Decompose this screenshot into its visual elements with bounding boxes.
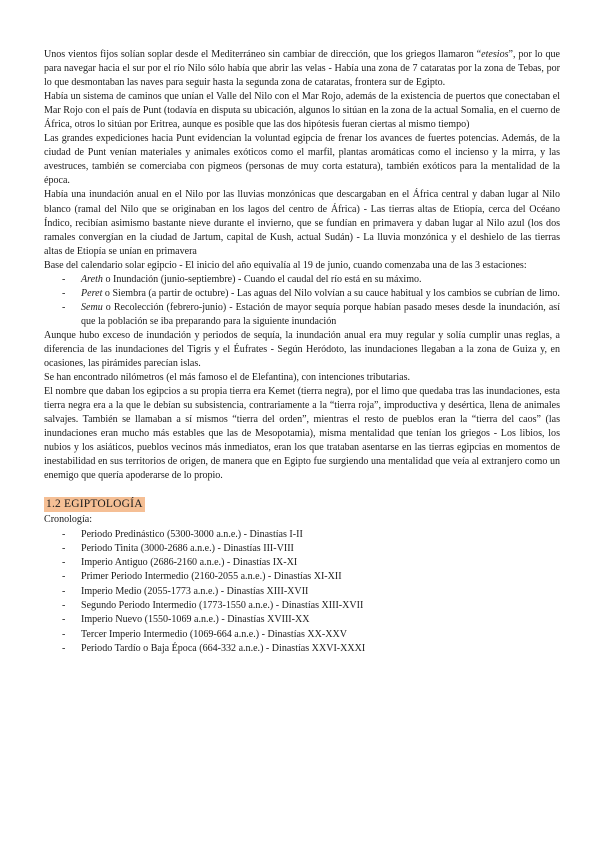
paragraph-calendario: Base del calendario solar egipcio - El inicio del año equivalía al 19 de junio, cuando comenzaba una de las 3 estaciones:	[44, 259, 527, 271]
paragraph-inundacion: Había una inundación anual en el Nilo por las lluvias monzónicas que descargaban en el África central y daban lugar al Nilo blanco (ramal del Nilo que se originaban en los lagos del centro de África) - Las tierras altas de Etiopía, cerca del Océano Índico, recibían asimismo bastante nieve durante el invierno, que se fundían en primavera y daban lugar al Nilo azul (los dos ramales convergían en la ciudad de Jartum, capital de Kush, actual Sudán) - La lluvia monzónica y el deshielo de las tierras altas de Etiopía se unían en primavera	[44, 189, 560, 257]
paragraph-caminos: Había un sistema de caminos que unían el Valle del Nilo con el Mar Rojo, además de la existencia de puertos que conectaban el Mar Rojo con el país de Punt (todavía en disputa su ubicación, algunos lo sitúan en la zona de la actual Somalia, en el cuerno de África, otros lo sitúan por Eritrea, aunque es posible que las dos hipótesis fueran ciertas al mismo tiempo)	[44, 91, 560, 131]
text-span: ”, por lo que para navegar hacia el sur por el río Nilo sólo había que abrir las velas - Había una zona de 7 cataratas por la zona de Tebas, por lo que desmontaban las naves para seguir hasta la segunda zona de cataratas, frontera sur de Egipto.	[44, 49, 560, 89]
season-text: o Recolección (febrero-junio) - Estación de mayor sequía porque habían pasado meses desde la inundación, así que la población se iba preparando para la siguiente inundación	[81, 301, 560, 327]
season-name: Peret	[81, 287, 103, 299]
list-item: - Periodo Tardío o Baja Época (664-332 a.n.e.) - Dinastías XXVI-XXXI	[44, 642, 560, 656]
list-item-semu	[44, 301, 560, 329]
list-item: - Periodo Predinástico (5300-3000 a.n.e.) - Dinastías I-II	[44, 528, 560, 542]
season-text: o Inundación (junio-septiembre) - Cuando el caudal del río está en su máximo.	[102, 273, 422, 285]
list-item-areth	[44, 273, 560, 287]
section-heading: 1.2 EGIPTOLOGÍA	[46, 498, 143, 511]
chronology-label: Cronología:	[44, 514, 92, 526]
list-item: - Imperio Antiguo (2686-2160 a.n.e.) - Dinastías IX-XI	[44, 556, 560, 570]
list-item: - Tercer Imperio Intermedio (1069-664 a.n.e.) - Dinastías XX-XXV	[44, 628, 560, 642]
seasons-list	[44, 273, 560, 329]
list-item: - Primer Periodo Intermedio (2160-2055 a.n.e.) - Dinastías XI-XII	[44, 570, 560, 584]
list-item: - Imperio Medio (2055-1773 a.n.e.) - Dinastías XIII-XVII	[44, 585, 560, 599]
season-name: Areth	[81, 273, 103, 285]
season-text: o Siembra (a partir de octubre) - Las aguas del Nilo volvían a su cauce habitual y los cambios se cubrían de limo.	[102, 287, 560, 299]
paragraph-aunque: Aunque hubo exceso de inundación y periodos de sequía, la inundación anual era muy regular y solía cumplir unas reglas, a diferencia de las inundaciones del Tigris y el Éufrates - Según Heródoto, las inundaciones llegaban a la zona de Guiza y, en ocasiones, las pirámides parecían islas.	[44, 329, 560, 370]
list-item: - Periodo Tinita (3000-2686 a.n.e.) - Dinastías III-VIII	[44, 542, 560, 556]
list-item: - Imperio Nuevo (1550-1069 a.n.e.) - Dinastías XVIII-XX	[44, 613, 560, 627]
paragraph-kemet: El nombre que daban los egipcios a su propia tierra era Kemet (tierra negra), por el limo que quedaba tras las inundaciones, esta tierra negra era a la que le debían su subsistencia, contrariamente a la “tierra roja”, improductiva y desértica, llena de animales salvajes. También se llamaban a sí mismos “tierra del orden”, mientras el resto de pueblos eran la “tierra del caos” (las inundaciones eran mucho más estables que las de Mesopotamia), misma mentalidad que tenían los griegos - Los libios, los nubios y los asiáticos, pueblos vecinos más inmediatos, eran los que trataban asentarse en las tierras egipcias en momentos de inestabilidad en sus territorios de origen, de manera que en Egipto fue surgiendo una mentalidad que veía al extranjero como un enemigo que quería apoderarse de lo propio.	[44, 386, 560, 482]
term-etesios: etesios	[481, 49, 509, 60]
list-item-peret	[44, 287, 560, 301]
list-item: - Segundo Periodo Intermedio (1773-1550 a.n.e.) - Dinastías XIII-XVII	[44, 599, 560, 613]
paragraph-etesios	[44, 48, 560, 90]
text-span: Unos vientos fijos solían soplar desde el Mediterráneo sin cambiar de dirección, que los griegos llamaron “	[44, 49, 482, 60]
paragraph-expediciones: Las grandes expediciones hacia Punt evidencian la voluntad egipcia de frenar los avances de fuertes potencias. Además, de la ciudad de Punt venían materiales y animales exóticos como el marfil, plantas aromáticas como el incienso y la mirra, y las avestruces, también se comerciaba con pigmeos (personas de muy corta estatura), también exóticos para la mentalidad de la época.	[44, 133, 560, 187]
paragraph-nilometros: Se han encontrado nilómetros (el más famoso el de Elefantina), con intenciones tributarias.	[44, 372, 411, 384]
season-name: Semu	[81, 301, 103, 313]
chronology-list	[44, 528, 560, 657]
